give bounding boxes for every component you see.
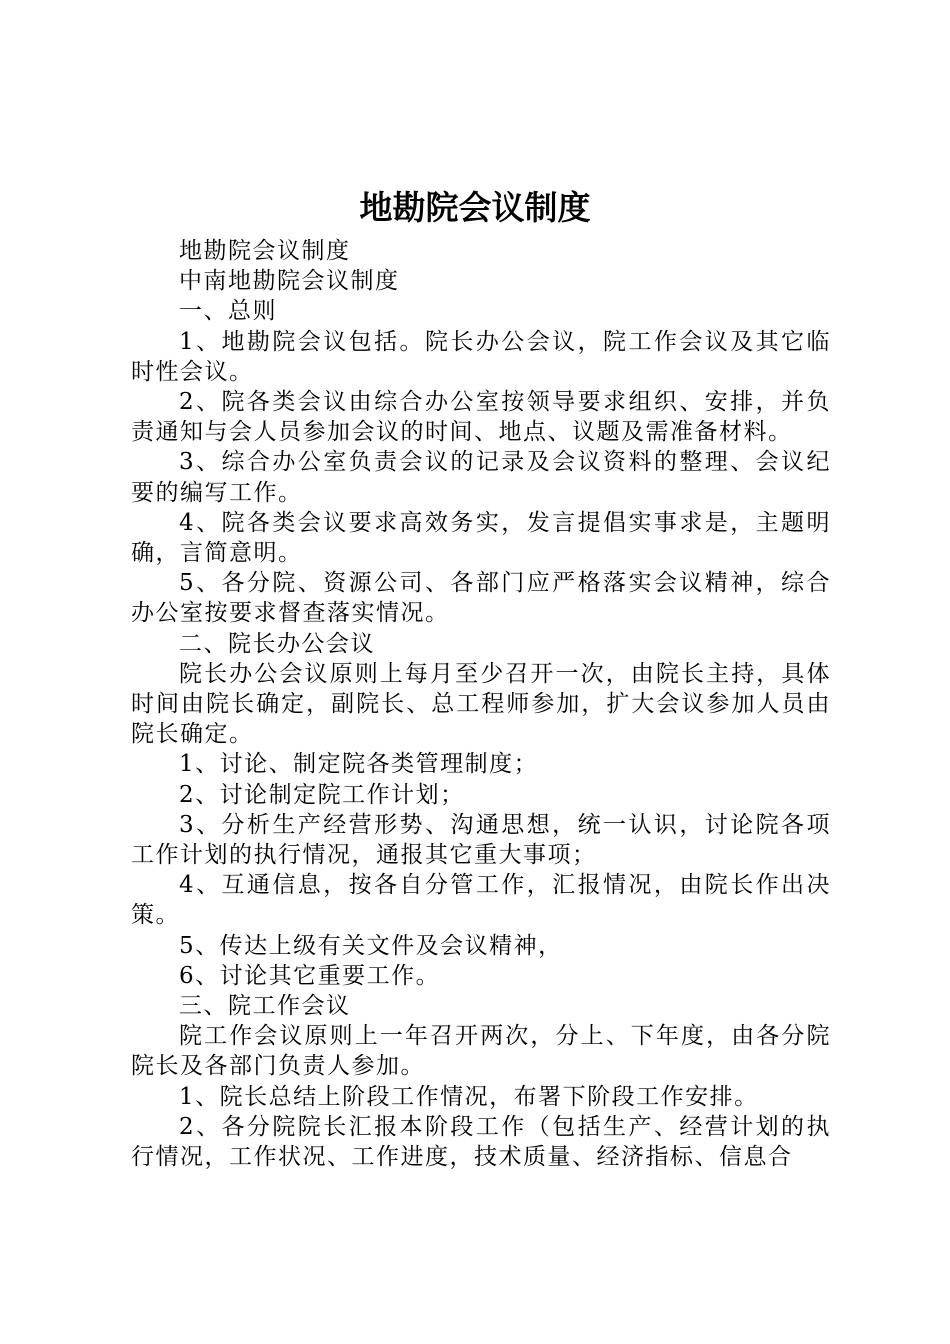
paragraph: 2、讨论制定院工作计划； bbox=[179, 781, 465, 808]
paragraph: 4、院各类会议要求高效务实，发言提倡实事求是，主题明确，言简意明。 bbox=[131, 509, 831, 567]
paragraph: 地勘院会议制度 bbox=[179, 238, 351, 264]
paragraph: 6、讨论其它重要工作。 bbox=[179, 962, 441, 989]
section-heading: 三、院工作会议 bbox=[179, 993, 351, 1020]
paragraph: 4、互通信息，按各自分管工作，汇报情况，由院长作出决策。 bbox=[131, 872, 831, 929]
paragraph: 5、各分院、资源公司、各部门应严格落实会议精神，综合办公室按要求督查落实情况。 bbox=[131, 570, 831, 627]
section-heading: 二、院长办公会议 bbox=[179, 630, 375, 657]
paragraph: 院长办公会议原则上每月至少召开一次，由院长主持，具体时间由院长确定，副院长、总工程师参加，扩大会议参加人员由院长确定。 bbox=[131, 660, 831, 748]
paragraph: 1、讨论、制定院各类管理制度； bbox=[179, 751, 539, 778]
paragraph: 5、传达上级有关文件及会议精神， bbox=[179, 932, 563, 959]
paragraph: 3、分析生产经营形势、沟通思想，统一认识，讨论院各项工作计划的执行情况，通报其它重大事项； bbox=[131, 811, 831, 869]
paragraph: 1、地勘院会议包括。院长办公会议，院工作会议及其它临时性会议。 bbox=[131, 328, 831, 385]
document-body bbox=[131, 236, 831, 1172]
paragraph: 2、院各类会议由综合办公室按领导要求组织、安排，并负责通知与会人员参加会议的时间、地点、议题及需准备材料。 bbox=[131, 389, 831, 446]
section-heading: 一、总则 bbox=[179, 298, 277, 325]
paragraph: 2、各分院院长汇报本阶段工作（包括生产、经营计划的执行情况，工作状况、工作进度，技术质量、经济指标、信息合 bbox=[131, 1113, 831, 1171]
document-title: 地勘院会议制度 bbox=[359, 188, 591, 227]
paragraph: 院工作会议原则上一年召开两次，分上、下年度，由各分院院长及各部门负责人参加。 bbox=[131, 1023, 831, 1080]
paragraph: 1、院长总结上阶段工作情况，布署下阶段工作安排。 bbox=[179, 1083, 759, 1110]
paragraph: 3、综合办公室负责会议的记录及会议资料的整理、会议纪要的编写工作。 bbox=[131, 449, 831, 506]
paragraph: 中南地勘院会议制度 bbox=[179, 268, 400, 295]
